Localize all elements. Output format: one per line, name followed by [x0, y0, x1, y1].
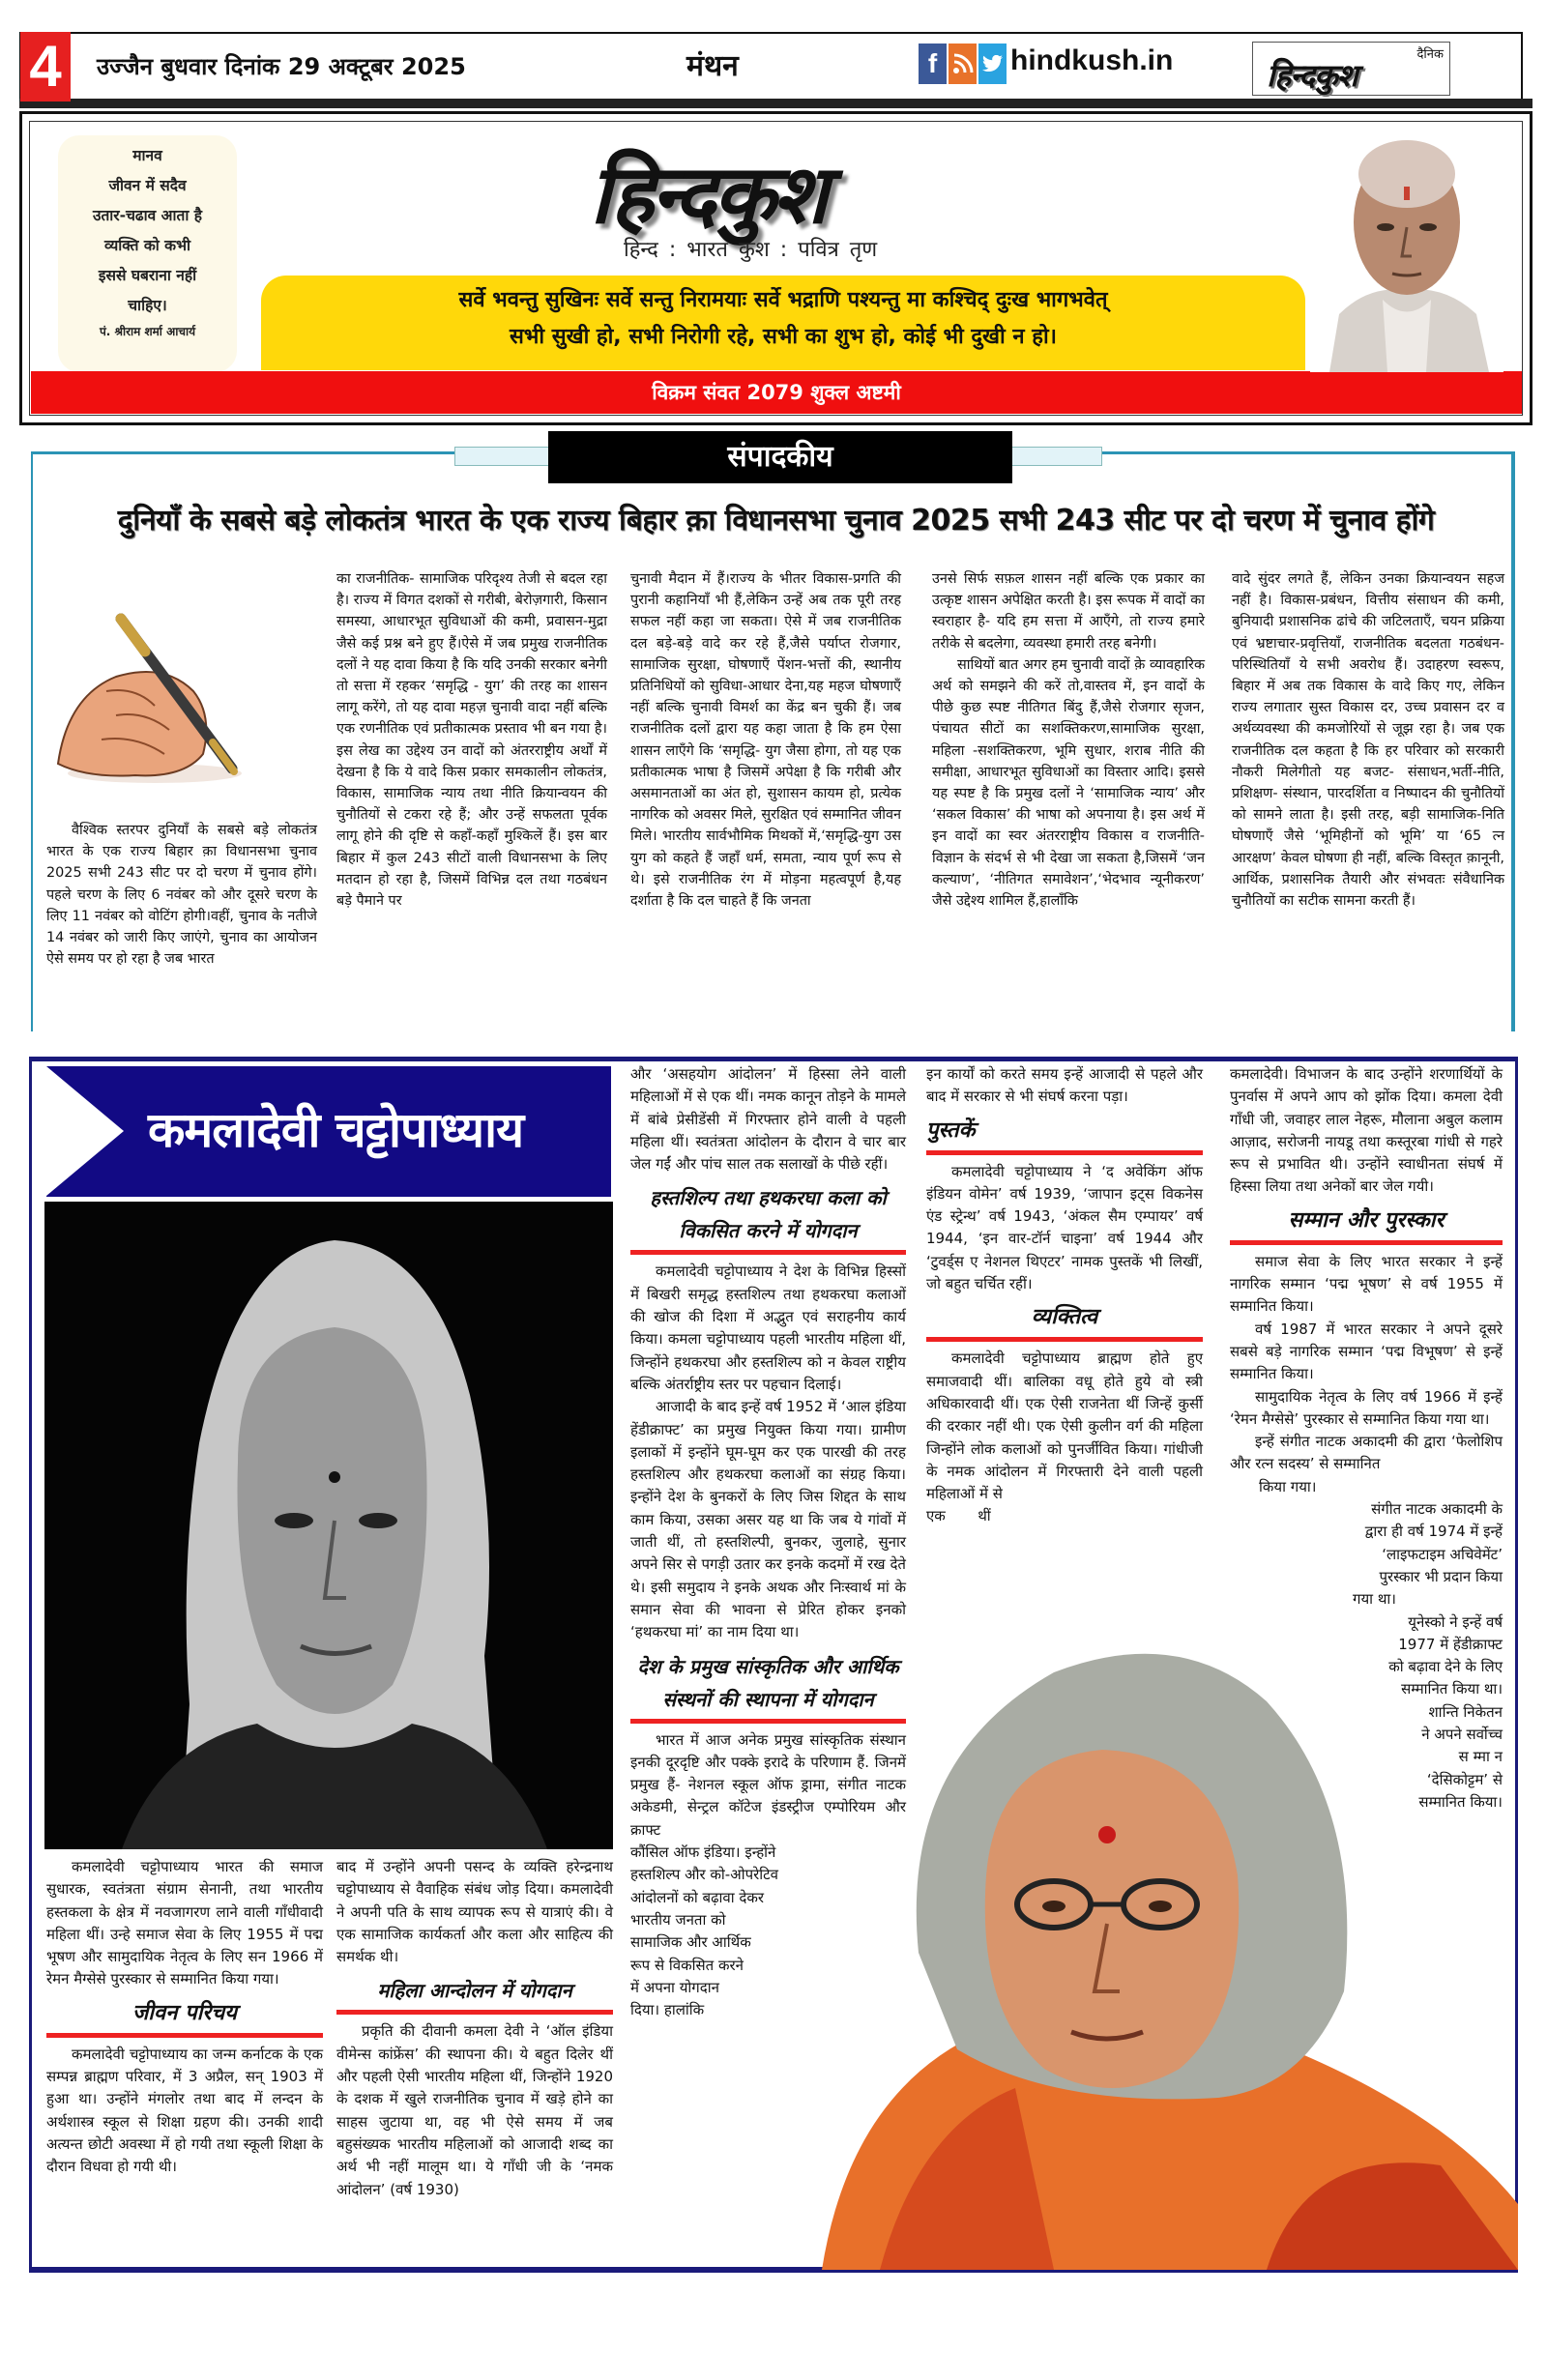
shloka	[261, 282, 1305, 356]
pen-hand-illustration	[48, 599, 251, 793]
feature-paragraph: कमलादेवी चट्टोपाध्याय भारत की समाज सुधारक, स्वतंत्रता संग्राम सेनानी, तथा भारतीय हस्तकला के क्षेत्र में नवजागरण लाने वाली गाँधीवादी महिला थीं। उन्हे समाज सेवा के लिए 1955 में पद्म भूषण और सामुदायिक नेतृत्व के लिए सन 1966 में रेमन मैग्सेसे पुरस्कार से सम्मानित किया गया।	[46, 1858, 323, 1988]
feature-paragraph: कमलादेवी चट्टोपाध्याय का जन्म कर्नाटक के एक सम्पन्न ब्राह्मण परिवार, में 3 अप्रैल, सन् 1903 में हुआ था। उन्होंने मंगलोर तथा बाद में लन्दन के अर्थशास्त्र स्कूल से शिक्षा ग्रहण की। उनकी शादी अत्यन्त छोटी अवस्था में हो गयी तथा स्कूली शिक्षा के दौरान विधवा हो गयी थी।	[46, 2045, 323, 2176]
feature-line: गया था।	[1353, 1590, 1396, 1609]
editorial-column-1	[46, 820, 317, 970]
subhead-jeevan-parichay: जीवन परिचय	[46, 1997, 323, 2038]
quote-line: चाहिए।	[128, 297, 167, 314]
feature-line: कौंसिल ऑफ इंडिया। इन्होंने	[630, 1843, 776, 1862]
feature-paragraph: इन्हें संगीत नाटक अकादमी की द्वारा ‘फेलोशिप और रत्न सदस्य’ से सम्मानित	[1230, 1433, 1503, 1473]
feature-paragraph: प्रकृति की दीवानी कमला देवी ने ‘ऑल इंडिया वीमेन्स कांफ्रेंस’ की स्थापना की। ये बहुत दिलेर थीं और पहली ऐसी भारतीय महिला थीं, जिन्होंने 1920 के दशक में खुले राजनीतिक चुनाव में खड़े होने का साहस जुटाया था, वह भी ऐसे समय में जब बहुसंख्यक भारतीय महिलाओं को आजादी शब्द का अर्थ भी नहीं मालूम था। ये गाँधी जी के ‘नमक आंदोलन’ (वर्ष 1930)	[336, 2022, 613, 2198]
feature-column-5	[1230, 1063, 1503, 1814]
subhead-sansthan: देश के प्रमुख सांस्कृतिक और आर्थिक संस्थनों की स्थापना में योगदान	[630, 1650, 906, 1724]
shloka-sanskrit: सर्वे भवन्तु सुखिनः सर्वे सन्तु निरामयाः सर्वे भद्राणि पश्यन्तु मा कश्चिद् दुःख भागभवेत्	[458, 288, 1108, 312]
feature-line: सम्मानित किया।	[1418, 1792, 1503, 1811]
editorial-column-2	[336, 568, 607, 912]
feature-column-2	[336, 1856, 613, 2201]
feature-line: संगीत नाटक अकादमी के	[1371, 1500, 1503, 1519]
feature-line: ‘देसिकोट्टम’ से	[1426, 1770, 1503, 1788]
feature-line: 1977 में हेंडीक्राफ्ट	[1398, 1635, 1503, 1653]
feature-paragraph: भारत में आज अनेक प्रमुख सांस्कृतिक संस्थान इनकी दूरदृष्टि और पक्के इरादे के परिणाम हैं. जिनमें प्रमुख हैं- नेशनल स्कूल ऑफ ड्रामा, संगीत नाटक अकेडमी, सेन्ट्रल कॉटेज इंडस्ट्रीज एम्पोरियम और क्राफ्ट	[630, 1730, 906, 1839]
quote-line: उतार-चढाव आता है	[92, 207, 203, 224]
feature-line: किया गया।	[1259, 1477, 1317, 1495]
feature-paragraph: इन कार्यों को करते समय इन्हें आजादी से पहले और बाद में सरकार से भी संघर्ष करना पड़ा।	[926, 1065, 1203, 1106]
samvat-band	[31, 371, 1522, 414]
feature-column-4	[926, 1063, 1203, 1528]
feature-line: दिया। हालांकि	[630, 2001, 705, 2019]
subhead-samman: सम्मान और पुरस्कार	[1230, 1205, 1503, 1245]
editorial-column-3	[630, 568, 901, 912]
feature-title-banner	[46, 1066, 611, 1197]
feature-paragraph: आजादी के बाद इन्हें वर्ष 1952 में ‘आल इंडिया हेंडीक्राफ्ट’ का प्रमुख नियुक्त किया गया। ग्रामीण इलाकों में इन्होंने घूम-घूम कर एक पारखी की तरह हस्तशिल्प और हथकरघा कलाओं का संग्रह किया। इन्होंने देश के बुनकरों के लिए जिस शिद्दत के साथ काम किया, उसका असर यह था कि जब ये गांवों में जाती थीं, तो हस्तशिल्पी, बुनकर, जुलाहे, सुनार अपने सिर से पगड़ी उतार कर इनके कदमों में रख देते थे। इसी समुदाय ने इनके अथक और निःस्वार्थ मां के समान सेवा की भावना से प्रेरित होकर इनको ‘हथकरघा मां’ का नाम दिया था।	[630, 1398, 906, 1641]
twitter-icon[interactable]	[978, 44, 1007, 84]
date-line: उज्जैन बुधवार दिनांक 29 अक्टूबर 2025	[97, 53, 466, 80]
feature-paragraph: और ‘असहयोग आंदोलन’ में हिस्सा लेने वाली महिलाओं में से एक थीं। नमक कानून तोड़ने के मामले में बांबे प्रेसीडेंसी में गिरफ्तार होने वाली वे पहली महिला थीं। स्वतंत्रता आंदोलन के दौरान वे चार बार जेल गईं और पांच साल तक सलाखों के पीछे रहीं।	[630, 1065, 906, 1174]
feature-paragraph: सामुदायिक नेतृत्व के लिए वर्ष 1966 में इन्हें ‘रेमन मैग्सेसे’ पुरस्कार से सम्मानित किया गया था।	[1230, 1387, 1503, 1428]
facebook-icon[interactable]: f	[919, 44, 947, 84]
feature-line: पुरस्कार भी प्रदान किया	[1379, 1567, 1503, 1585]
shloka-hindi: सभी सुखी हो, सभी निरोगी रहे, सभी का शुभ हो, कोई भी दुखी न हो।	[510, 325, 1057, 349]
editorial-column-5	[1232, 568, 1504, 912]
editorial-paragraph: चुनावी मैदान में हैं।राज्य के भीतर विकास-प्रगति की पुरानी कहानियाँ भी हैं,लेकिन उन्हें अब तक पूरी तरह सफल नहीं कहा जा सकता। ऐसे में जब राजनीतिक दल बड़े-बड़े वादे कर रहे हैं,जैसे पर्याप्त रोजगार, सामाजिक सुरक्षा, घोषणाएँ पेंशन-भत्तों की, स्थानीय प्रतिनिधियों को सुविधा-आधार देना,यह महज घोषणाएँ नहीं बल्कि चुनावी विमर्श का केंद्र बन चुकी हैं। जब राजनीतिक दलों द्वारा यह कहा जाता है कि हम ऐसा शासन लाएँगे कि ‘समृद्धि- युग जैसा होगा, तो यह एक प्रतीकात्मक भाषा है जिसमें अपेक्षा है कि गरीबी और असमानताओं का अंत हो, सुशासन कायम हो, प्रत्येक नागरिक को अवसर मिले, सुरक्षित एवं सम्मानित जीवन मिले। भारतीय सार्वभौमिक मिथकों में,‘समृद्धि-युग उस युग को कहते हैं जहाँ धर्म, समता, न्याय पूर्ण रूप से थे। इसे राजनीतिक रंग में मोड़ना महत्वपूर्ण है,यह दर्शाता है कि दल चाहते हैं कि जनता	[630, 571, 901, 910]
subhead-mahila-andolan: महिला आन्दोलन में योगदान	[336, 1974, 613, 2015]
feature-title: कमलादेवी चट्टोपाध्याय	[148, 1102, 524, 1158]
feature-line: हस्तशिल्प और को-ओपरेटिव	[630, 1866, 779, 1884]
quote-line: व्यक्ति को कभी	[104, 237, 190, 254]
bw-portrait-photo	[44, 1202, 613, 1849]
feature-line: यूनेस्को ने इन्हें वर्ष	[1408, 1612, 1503, 1631]
feature-line: रूप से विकसित करने	[630, 1956, 744, 1974]
editorial-paragraph: साथियों बात अगर हम चुनावी वादों क़े व्यावहारिक अर्थ को समझने की करें तो,वास्तव में, इन वादों के पीछे कुछ स्पष्ट नीतिगत बिंदु हैं,जैसे रोजगार सृजन, पंचायत सीटों का सशक्तिकरण,सामाजिक सुरक्षा, महिला -सशक्तिकरण, भूमि सुधार, शराब नीति की समीक्षा, आधारभूत सुविधाओं का विस्तार आदि। इससे यह स्पष्ट है कि प्रमुख दलों ने ‘सामाजिक न्याय’ और ‘सकल विकास’ की भाषा को अपनाया है। इस अर्थ में इन वादों का स्वर अंतरराष्ट्रीय विकास व राजनीति-विज्ञान के संदर्भ से भी देखा जा सकता है,जिसमें ‘जन कल्याण’, ‘नीतिगत समावेशन’,‘भेदभाव न्यूनीकरण’ जैसे उद्देश्य शामिल हैं,हालाँकि	[932, 656, 1205, 910]
masthead-logo	[1252, 42, 1450, 96]
samvat-text: विक्रम संवत 2079 शुक्ल अष्टमी	[652, 381, 901, 404]
arrow-icon	[46, 1066, 124, 1196]
founder-photo	[1310, 131, 1503, 372]
feature-line: सम्मानित किया था।	[1401, 1680, 1503, 1698]
feature-line: में अपना योगदान	[630, 1978, 719, 1996]
feature-line: स म्मा न	[1458, 1748, 1503, 1766]
feature-paragraph: कमलादेवी। विभाजन के बाद उन्होंने शरणार्थियों के पुनर्वास में अपने आप को झोंक दिया। कमला देवी गाँधी जी, जवाहर लाल नेहरू, मौलाना अबुल कलाम आज़ाद, सरोजनी नायडू तथा कस्तूरबा गांधी से गहरे रूप से प्रभावित थी। उन्होंने स्वाधीनता संघर्ष में हिस्सा लिया तथा अनेकों बार जेल गयी।	[1230, 1065, 1503, 1196]
feature-paragraph: कमलादेवी चट्टोपाध्याय ने देश के विभिन्न हिस्सों में बिखरी समृद्ध हस्तशिल्प तथा हथकरघा कलाओं की खोज की दिशा में अद्भुत एवं सराहनीय कार्य किया। कमला चट्टोपाध्याय पहली भारतीय महिला थीं, जिन्होंने हथकरघा और हस्तशिल्प को न केवल राष्ट्रीय बल्कि अंतर्राष्ट्रीय स्तर पर पहचान दिलाई।	[630, 1263, 906, 1393]
logo-meaning: हिन्द : भारत कुश : पवित्र तृण	[624, 238, 878, 262]
quote-box	[58, 135, 237, 372]
feature-line: भारतीय जनता को	[630, 1910, 726, 1929]
masthead-underline	[19, 99, 1532, 108]
subhead-pustaken: पुस्तकें	[926, 1115, 1203, 1155]
feature-line: द्वारा ही वर्ष 1974 में इन्हें	[1364, 1523, 1503, 1541]
quote-author: पं. श्रीराम शर्मा आचार्य	[99, 325, 196, 338]
editorial-paragraph: वैश्विक स्तरपर दुनियाँ के सबसे बड़े लोकतंत्र भारत के एक राज्य बिहार क़ा विधानसभा चुनाव 2025 सभी 243 सीट पर दो चरण में चुनाव होंगे। पहले चरण के लिए 6 नवंबर को और दूसरे चरण के लिए 11 नवंबर को वोटिंग होगी।वहीं, चुनाव के नतीजे 14 नवंबर को जारी किए जाएंगे, चुनाव का आयोजन ऐसे समय पर हो रहा है जब भारत	[46, 823, 317, 968]
feature-paragraph: कमलादेवी चट्टोपाध्याय ब्राह्मण होते हुए समाजवादी थीं। बालिका वधू होते हुये वो स्त्री अधिकारवादी थीं। एक ऐसी राजनेता थीं जिन्हें कुर्सी की दरकार नहीं थी। एक ऐसी कुलीन वर्ग की महिला जिन्होंने लोक कलाओं को पुनर्जीवित किया। गांधीजी के नमक आंदोलन में गिरफ्तारी देने वाली पहली महिलाओं में से	[926, 1350, 1203, 1503]
page-number: 4	[20, 32, 71, 102]
feature-line: ने अपने सर्वोच्च	[1421, 1726, 1503, 1744]
feature-column-1	[46, 1856, 323, 2179]
quote-line: मानव	[132, 147, 162, 164]
editorial-headline: दुनियाँ के सबसे बड़े लोकतंत्र भारत के एक राज्य बिहार क़ा विधानसभा चुनाव 2025 सभी 243 सीट पर दो चरण में चुनाव होंगे	[117, 504, 1435, 537]
site-url[interactable]: hindkush.in	[1010, 44, 1174, 76]
editorial-paragraph: उनसे सिर्फ सफ़ल शासन नहीं बल्कि एक प्रकार का उत्कृष्ट शासन अपेक्षित करती है। इस रूपक में वादों का स्वराहार है- यदि हम सत्ता में आएँगे, तो राज्य हमारे तरीके से बदलेगा, व्यवस्था हमारी तरह बनेगी।	[932, 571, 1205, 652]
editorial-column-4	[932, 568, 1205, 912]
logo-daily-label: दैनिक	[1416, 47, 1444, 62]
editorial-paragraph: वादे सुंदर लगते हैं, लेकिन उनका क्रियान्वयन सहज नहीं है। विकास-प्रबंधन, वित्तीय संसाधन की कमी, बुनियादी प्रशासनिक ढांचे की जटिलताएँ, चयन प्रक्रिया एवं भ्रष्टाचार-प्रवृत्तियाँ, राजनीतिक बदलता गठबंधन-परिस्थितियाँ ये सभी अवरोध हैं। उदाहरण स्वरूप, बिहार में अब तक विकास के वादे किए गए, लेकिन राज्य लगातार सुस्त विकास दर, उच्च प्रवासन दर व अर्थव्यवस्था की कमजोरियों से जूझ रहा है। जब एक राजनीतिक दल कहता है कि हर परिवार को सरकारी नौकरी मिलेगीतो यह बजट- संसाधन,भर्ती-नीति, प्रशिक्षण- संस्थान, पारदर्शिता व निष्पादन की चुनौतियों को सामने लाता है। इसी तरह, बड़ी सामाजिक-निति घोषणाएँ जैसे ‘भूमिहीनों को भूमि’ या ‘65 त्न आरक्षण’ केवल घोषणा ही नहीं, बल्कि विस्तृत क़ानूनी, आर्थिक, प्रशासनिक तैयारी और संभवतः संवैधानिक चुनौतियों का सटीक सामना करती हैं।	[1232, 571, 1504, 910]
rss-icon[interactable]	[949, 44, 977, 84]
newspaper-logo: हिन्दकुश	[590, 146, 826, 242]
subhead-vyaktitva: व्यक्तित्व	[926, 1301, 1203, 1342]
feature-column-3	[630, 1063, 906, 2021]
quote-line: इससे घबराना नहीं	[98, 267, 197, 284]
logo-small-text: हिन्दकुश	[1267, 57, 1357, 94]
subhead-hastshilp: हस्तशिल्प तथा हथकरघा कला को विकसित करने में योगदान	[630, 1181, 906, 1255]
feature-paragraph: बाद में उन्होंने अपनी पसन्द के व्यक्ति हरेन्द्रनाथ चट्टोपाध्याय से वैवाहिक संबंध जोड़ दिया। कमलादेवी ने अपनी पति के साथ व्यापक रूप से यात्राएं की। वे एक सामाजिक कार्यकर्ता और कला और साहित्य की समर्थक थी।	[336, 1858, 613, 1966]
feature-line: ‘लाइफटाइम अचिवेमेंट’	[1382, 1545, 1503, 1563]
feature-line: एक थीं	[926, 1507, 991, 1525]
feature-paragraph: कमलादेवी चट्टोपाध्याय ने ‘द अवेकिंग ऑफ इंडियन वोमेन’ वर्ष 1939, ‘जापान इट्स विकनेस एंड स्ट्रेन्थ’ वर्ष 1943, ‘अंकल सैम एम्पायर’ वर्ष 1944, ‘इन वार-टॉर्न चाइना’ वर्ष 1944 और ‘टुवर्ड्स ए नेशनल थिएटर’ नामक पुस्तकें भी लिखीं, जो बहुत चर्चित रहीं।	[926, 1162, 1203, 1293]
feature-line: शान्ति निकेतन	[1428, 1702, 1503, 1721]
feature-line: आंदोलनों को बढ़ावा देकर	[630, 1888, 765, 1906]
social-icons	[919, 44, 1007, 84]
feature-paragraph: समाज सेवा के लिए भारत सरकार ने इन्हें नागरिक सम्मान ‘पद्म भूषण’ से वर्ष 1955 में सम्मानित किया।	[1230, 1252, 1503, 1316]
editorial-label: संपादकीय	[548, 431, 1012, 483]
section-name: मंथन	[686, 49, 739, 83]
feature-line: सामाजिक और आर्थिक	[630, 1933, 751, 1952]
quote-line: जीवन में सदैव	[108, 177, 187, 194]
feature-line: को बढ़ावा देने के लिए	[1388, 1658, 1503, 1676]
feature-paragraph: वर्ष 1987 में भारत सरकार ने अपने दूसरे सबसे बड़े नागरिक सम्मान ‘पद्म विभूषण’ से इन्हें सम्मानित किया।	[1230, 1320, 1503, 1383]
editorial-paragraph: का राजनीतिक- सामाजिक परिदृश्य तेजी से बदल रहा है। राज्य में विगत दशकों से गरीबी, बेरोज़गारी, किसान समस्या, आधारभूत सुविधाओं की कमी, प्रवासन-मुद्रा जैसे कई प्रश्न बने हुए हैं।ऐसे में जब प्रमुख राजनीतिक दलों ने यह दावा किया है कि यदि उनकी सरकार बनेगी तो सत्ता में रहकर ‘समृद्धि - युग’ की तरह का शासन लागू करेंगे, तो यह दावा महज़ चुनावी वादा नहीं बल्कि एक रणनीतिक एवं प्रतीकात्मक प्रस्ताव भी बन गया है। इस लेख का उद्देश्य उन वादों को अंतरराष्ट्रीय अर्थों में देखना है कि ये वादे किस प्रकार समकालीन लोकतंत्र, विकास, सामाजिक न्याय तथा नीति क्रियान्वयन की चुनौतियों से टकरा रहे हैं; और उन्हें सफलता पूर्वक लागू होने की दृष्टि से कहाँ-कहाँ मुश्किलें हैं। इस बार बिहार में कुल 243 सीटों वाली विधानसभा के लिए मतदान हो रहा है, जिसमें विभिन्न दल तथा गठबंधन बड़े पैमाने पर	[336, 571, 607, 910]
